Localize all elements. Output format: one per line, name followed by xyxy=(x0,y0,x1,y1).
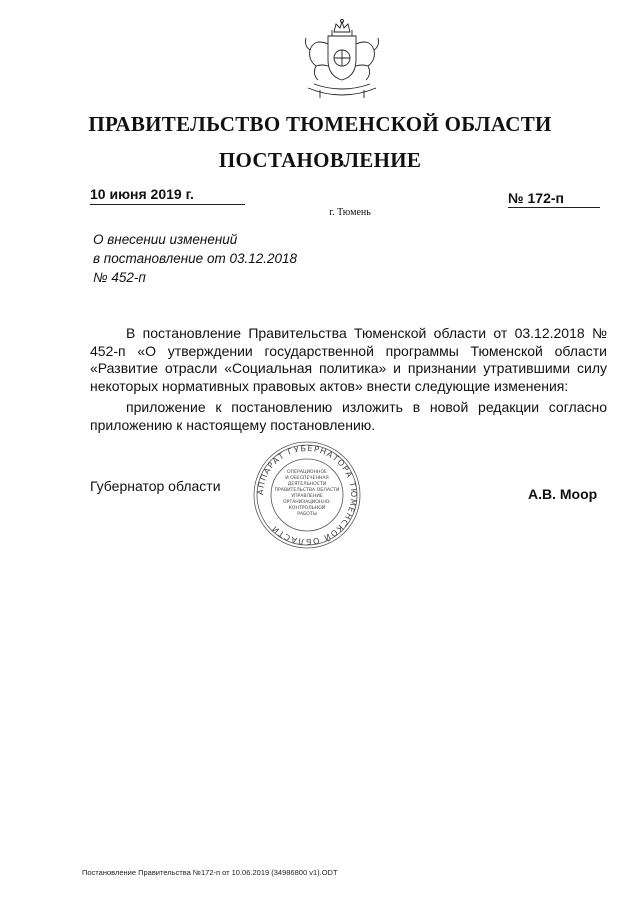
seal-line: ОРГАНИЗАЦИОННО- xyxy=(282,500,332,505)
coat-of-arms-icon xyxy=(300,18,384,108)
seal-line: И ОБЕСПЕЧЕННАЯ xyxy=(285,476,329,481)
seal-ring-text: АППАРАТ ГУБЕРНАТОРА ТЮМЕНСКОЙ ОБЛАСТИ xyxy=(255,443,359,547)
subject-block xyxy=(93,230,297,287)
seal-line: РАБОТЫ xyxy=(297,512,317,517)
paragraph-text: приложение к постановлению изложить в новой редакции согласно приложению к настоящему постановлению. xyxy=(90,399,607,433)
subject-line: в постановление от 03.12.2018 xyxy=(93,251,298,266)
document-number: № 172-п xyxy=(508,190,564,206)
signatory-title: Губернатор области xyxy=(90,478,221,494)
city-label: г. Тюмень xyxy=(329,207,371,218)
paragraph-text: В постановление Правительства Тюменской области от 03.12.2018 № 452-п «О утверждении государственной программы Тюменской области «Развитие отрасли «Социальная политика» и признании утратившими силу некоторых нормативных правовых актов» внести следующие изменения: xyxy=(90,325,607,394)
government-title: ПРАВИТЕЛЬСТВО ТЮМЕНСКОЙ ОБЛАСТИ xyxy=(88,112,552,136)
body-paragraph-2 xyxy=(90,399,607,434)
subject-line: О внесении изменений xyxy=(93,232,238,247)
seal-line: ПРАВИТЕЛЬСТВА ОБЛАСТИ xyxy=(274,488,340,493)
seal-line: ДЕЯТЕЛЬНОСТИ xyxy=(287,482,327,487)
date-underline xyxy=(90,204,245,205)
seal-line: ОПЕРАЦИОННОЕ xyxy=(287,470,327,475)
seal-line: КОНТРОЛЬНОЙ xyxy=(288,506,326,511)
signatory-name: А.В. Моор xyxy=(528,486,598,502)
document-footer: Постановление Правительства №172-п от 10.06.2019 (34986800 v1).ODT xyxy=(82,868,338,877)
body-paragraph-1 xyxy=(90,325,607,395)
document-type: ПОСТАНОВЛЕНИЕ xyxy=(218,148,422,172)
official-seal-icon xyxy=(252,440,362,550)
document-date: 10 июня 2019 г. xyxy=(90,186,194,202)
seal-line: УПРАВЛЕНИЕ xyxy=(291,494,323,499)
subject-line: № 452-п xyxy=(93,270,146,285)
